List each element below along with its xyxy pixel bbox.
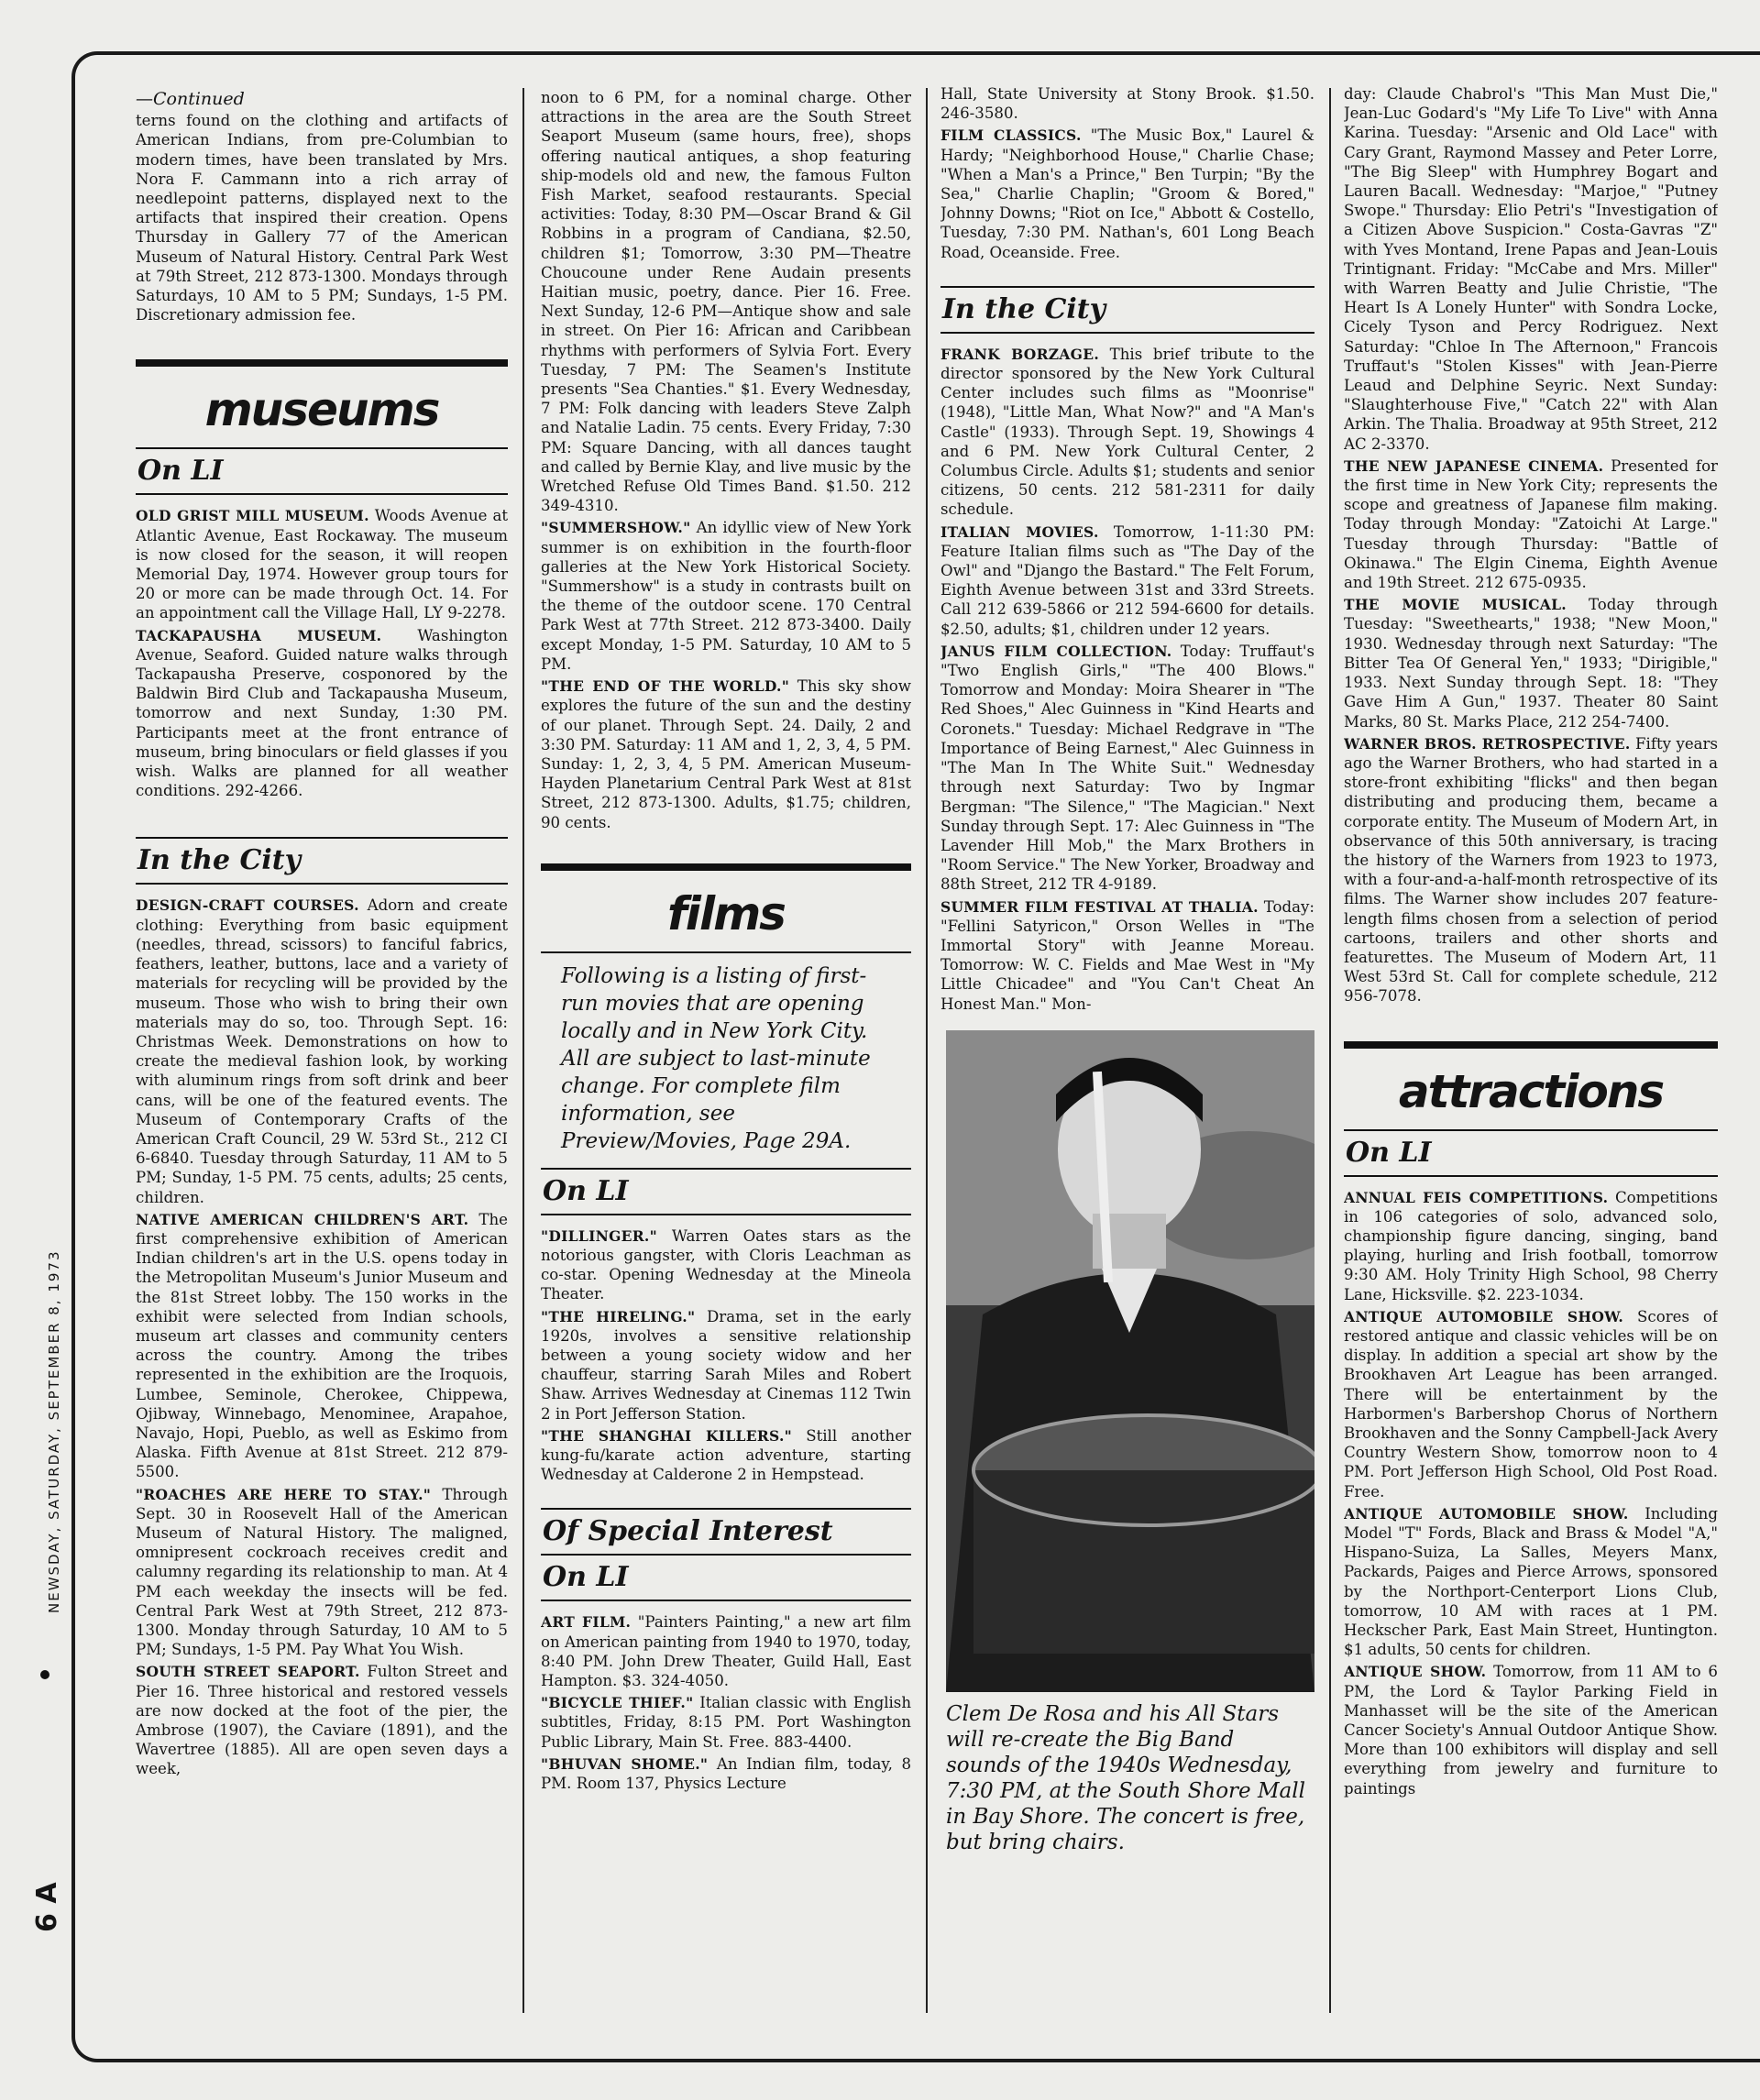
column-rule-3 <box>1329 88 1331 2013</box>
list-item: ANTIQUE SHOW. Tomorrow, from 11 AM to 6 PM, the Lord & Taylor Parking Field in Manhasset will be the site of the American Cancer Society's Annual Outdoor Antique Show. More than 100 exhibitors will display and sell everything from jewelry and furniture to paintings <box>1344 1663 1718 1798</box>
column-1 <box>136 84 508 2037</box>
list-item: "SUMMERSHOW." An idyllic view of New York summer is on exhibition in the fourth-floor galleries at the New York Historical Society. "Summershow" is a study in contrasts built on the theme of the outdoor scene. 170 Central Park West at 77th Street. 212 873-3400. Daily except Monday, 1-5 PM. Saturday, 10 AM to 5 PM. <box>541 519 911 673</box>
list-item: DESIGN-CRAFT COURSES. Adorn and create clothing: Everything from basic equipment (needles, thread, scissors) to fanciful fabrics, feathers, leather, buttons, lace and a variety of materials for recycling will be provided by the museum. Those who wish to bring their own materials may do so, too. Through Sept. 16: Christmas Week. Demonstrations on how to create the medieval fashion look, by working with aluminum rings from soft drink and beer cans, will be one of the featured events. The Museum of Contemporary Crafts of the American Craft Council, 29 W. 53rd St., 212 CI 6-6840. Tuesday through Saturday, 11 AM to 5 PM; Sunday, 1-5 PM. 75 cents, adults; 25 cents, children. <box>136 896 508 1206</box>
list-item: "BICYCLE THIEF." Italian classic with English subtitles, Friday, 8:15 PM. Port Washington Public Library, Main St. Free. 883-4400. <box>541 1694 911 1751</box>
column-2 <box>541 88 911 2040</box>
column-4 <box>1344 84 1718 2037</box>
list-item: ANNUAL FEIS COMPETITIONS. Competitions in 106 categories of solo, advanced solo, championship figure dancing, singing, band playing, hurling and Irish football, tomorrow 9:30 AM. Holy Trinity High School, 98 Cherry Lane, Hicksville. $2. 223-1034. <box>1344 1188 1718 1303</box>
museums-section-logo: museums <box>204 383 439 437</box>
list-item: "THE END OF THE WORLD." This sky show explores the future of the sun and the destiny of our planet. Through Sept. 24. Daily, 2 and 3:30 PM. Saturday: 11 AM and 1, 2, 3, 4, 5 PM. Sunday: 1, 2, 3, 4, 5 PM. American Museum-Hayden Planetarium Central Park West at 81st Street, 212 873-1300. Adults, $1.75; children, 90 cents. <box>541 677 911 831</box>
subhead-in-the-city: In the City <box>940 286 1314 334</box>
list-item: FRANK BORZAGE. This brief tribute to the director sponsored by the New York Cultural Center includes such films as "Moonrise" (1948), "Little Man, What Now?" and "A Man's Castle" (1933). Through Sept. 19, Showings 4 and 6 PM. New York Cultural Center, 2 Columbus Circle. Adults $1; students and senior citizens, 50 cents. 212 581-2311 for daily schedule. <box>940 345 1314 519</box>
section-bar <box>1344 1041 1718 1049</box>
list-item: NATIVE AMERICAN CHILDREN'S ART. The first comprehensive exhibition of American Indian children's art in the U.S. opens today in the Metropolitan Museum's Junior Museum and the 81st Street lobby. The 150 works in the exhibit were selected from Indian schools, museum art classes and community centers across the country. Among the tribes represented in the exhibition are the Iroquois, Lumbee, Seminole, Cherokee, Chippewa, Ojibway, Winnebago, Menominee, Arapahoe, Navajo, Hopi, Pueblo, as well as Eskimo from Alaska. Fifth Avenue at 81st Street. 212 879-5500. <box>136 1210 508 1481</box>
page-number: 6 A <box>31 1882 63 1932</box>
section-bar <box>541 863 911 871</box>
drummer-illustration <box>946 1030 1314 1692</box>
museums-city-list <box>136 896 508 1778</box>
drummer-photo <box>946 1030 1314 1692</box>
list-item: ART FILM. "Painters Painting," a new art film on American painting from 1940 to 1970, today, 8:40 PM. John Drew Theater, Guild Hall, East Hampton. $3. 324-4050. <box>541 1613 911 1689</box>
subhead-of-special-interest: Of Special Interest <box>541 1508 911 1556</box>
list-item: OLD GRIST MILL MUSEUM. Woods Avenue at Atlantic Avenue, East Rockaway. The museum is now closed for the season, it will reopen Memorial Day, 1974. However group tours for 20 or more can be made through Oct. 14. For an appointment call the Village Hall, LY 9-2278. <box>136 507 508 622</box>
list-item: THE NEW JAPANESE CINEMA. Presented for the first time in New York City; represents the scope and greatness of Japanese film making. Today through Monday: "Zatoichi At Large." Tuesday through Thursday: "Battle of Okinawa." The Elgin Cinema, Eighth Avenue and 19th Street. 212 675-0935. <box>1344 456 1718 592</box>
list-item: THE MOVIE MUSICAL. Today through Tuesday: "Sweethearts," 1938; "New Moon," 1930. Wednesday through next Saturday: "The Bitter Tea Of General Yen," 1933; "Dirigible," 1933. Next Sunday through Sept. 18: "They Gave Him A Gun," 1937. Theater 80 Saint Marks, 80 St. Marks Place, 212 254-7400. <box>1344 596 1718 731</box>
subhead-on-li-2: On LI <box>541 1556 911 1601</box>
column-rule-1 <box>522 88 524 2013</box>
list-item: ANTIQUE AUTOMOBILE SHOW. Scores of restored antique and classic vehicles will be on display. In addition a special art show by the Brookhaven Art League has been arranged. There will be entertainment by the Harbormen's Barbershop Chorus of Northern Brookhaven and the Sonny Campbell-Jack Avery Country Western Show, tomorrow noon to 4 PM. Port Jefferson High School, Old Post Road. Free. <box>1344 1307 1718 1501</box>
continued-text: day: Claude Chabrol's "This Man Must Die," Jean-Luc Godard's "My Life To Live" with Anna Karina. Tuesday: "Arsenic and Old Lace" with Cary Grant, Raymond Massey and Peter Lorre, "The Big Sleep" with Humphrey Bogart and Lauren Bacall. Wednesday: "Marjoe," "Putney Swope." Thursday: Elio Petri's "Investigation of a Citizen Above Suspicion." Costa-Gavras "Z" with Yves Montand, Irene Papas and Jean-Louis Trintignant. Friday: "McCabe and Mrs. Miller" with Warren Beatty and Julie Christie, "The Heart Is A Lonely Hunter" with Sondra Locke, Cicely Tyson and Percy Rodriguez. Next Saturday: "Chloe In The Afternoon," Francois Truffaut's "Stolen Kisses" with Jean-Pierre Leaud and Delphine Seyric. Next Sunday: "Slaughterhouse Five," "Catch 22" with Alan Arkin. The Thalia. Broadway at 95th Street, 212 AC 2-3370. <box>1344 85 1718 453</box>
continued-text: Hall, State University at Stony Brook. $1.50. 246-3580. <box>940 85 1314 123</box>
column-3 <box>940 84 1314 2037</box>
list-item: JANUS FILM COLLECTION. Today: Truffaut's "Two English Girls," "The 400 Blows." Tomorrow and Monday: Moira Shearer in "The Red Shoes," Alec Guinness in "Kind Hearts and Coronets." Tuesday: Michael Redgrave in "The Importance of Being Earnest," Alec Guinness in "The Man In The White Suit." Wednesday through next Saturday: Two by Ingmar Bergman: "The Silence," "The Magician." Next Sunday through Sept. 17: Alec Guinness in "The Lavender Hill Mob," the Marx Brothers in "Room Service." The New Yorker, Broadway and 88th Street, 212 TR 4-9189. <box>940 642 1314 894</box>
list-item: FILM CLASSICS. "The Music Box," Laurel & Hardy; "Neighborhood House," Charlie Chase; "When a Man's a Prince," Ben Turpin; "By the Sea," Charlie Chaplin; "Groom & Bored," Johnny Downs; "Riot on Ice," Abbott & Costello, Tuesday, 7:30 PM. Nathan's, 601 Long Beach Road, Oceanside. Free. <box>940 126 1314 261</box>
section-bar <box>136 359 508 367</box>
list-item: "BHUVAN SHOME." An Indian film, today, 8 PM. Room 137, Physics Lecture <box>541 1754 911 1792</box>
spine-dateline: NEWSDAY, SATURDAY, SEPTEMBER 8, 1973 <box>46 1249 62 1613</box>
photo-caption: Clem De Rosa and his All Stars will re-create the Big Band sounds of the 1940s Wednesday, 7:30 PM, at the South Shore Mall in Bay Shore. The concert is free, but bring chairs. <box>946 1701 1305 1854</box>
list-item: WARNER BROS. RETROSPECTIVE. Fifty years ago the Warner Brothers, who had started in a store-front exhibiting "flicks" and then began distributing and producing them, became a corporate entity. The Museum of Modern Art, in observance of this 50th anniversary, is tracing the history of the Warners from 1923 to 1973, with a four-and-a-half-month retrospective of its films. The Warner show includes 207 feature-length films chosen from a selection of period cartoons, trailers and other shorts and featurettes. The Museum of Modern Art, 11 West 53rd St. Call for complete schedule, 212 956-7078. <box>1344 734 1718 1006</box>
continued-text: noon to 6 PM, for a nominal charge. Other attractions in the area are the South Street Seaport Museum (same hours, free), shops offering nautical antiques, a shop featuring ship-models old and new, the famous Fulton Fish Market, seafood restaurants. Special activities: Today, 8:30 PM—Oscar Brand & Gil Robbins in a program of Candiana, $2.50, children $1; Tomorrow, 3:30 PM—Theatre Choucoune under Rene Audain presents Haitian music, poetry, dance. Pier 16. Free. Next Sunday, 12-6 PM—Antique show and sale in street. On Pier 16: African and Caribbean rhythms with performers of Sylvia Fort. Every Tuesday, 7 PM: The Seamen's Institute presents "Sea Chanties." $1. Every Wednesday, 7 PM: Folk dancing with leaders Steve Zalph and Natalie Ladin. 75 cents. Every Friday, 7:30 PM: Square Dancing, with all dances taught and called by Bernie Klay, and live music by the Wretched Refuse Old Times Band. $1.50. 212 349-4310. <box>541 89 911 515</box>
list-item: "ROACHES ARE HERE TO STAY." Through Sept. 30 in Roosevelt Hall of the American Museum of Natural History. The maligned, omnipresent cockroach receives credit and calumny regarding its relationship to man. At 4 PM each weekday the insects will be fed. Central Park West at 79th Street, 212 873-1300. Monday through Saturday, 10 AM to 5 PM; Sundays, 1-5 PM. Pay What You Wish. <box>136 1485 508 1659</box>
list-item: SUMMER FILM FESTIVAL AT THALIA. Today: "Fellini Satyricon," Orson Welles in "The Immortal Story" with Jeanne Moreau. Tomorrow: W. C. Fields and Mae West in "My Little Chicadee" and "You Can't Cheat An Honest Man." Mon- <box>940 897 1314 1013</box>
subhead-on-li: On LI <box>541 1168 911 1215</box>
continued-label: —Continued <box>136 89 245 109</box>
films-intro: Following is a listing of first-run movies that are opening locally and in New York City. All are subject to last-minute change. For complete film information, see Preview/Movies, Page 29A. <box>561 963 871 1153</box>
films-section-logo: films <box>667 886 785 940</box>
list-item: ITALIAN MOVIES. Tomorrow, 1-11:30 PM: Feature Italian films such as "The Day of the Owl" and "Django the Bastard." The Felt Forum, Eighth Avenue between 31st and 33rd Streets. Call 212 639-5866 or 212 594-6600 for details. $2.50, adults; $1, children under 12 years. <box>940 522 1314 638</box>
list-item: "THE SHANGHAI KILLERS." Still another kung-fu/karate action adventure, starting Wednesday at Calderone 2 in Hempstead. <box>541 1426 911 1484</box>
subhead-on-li: On LI <box>1344 1129 1718 1177</box>
continued-text: terns found on the clothing and artifacts of American Indians, from pre-Columbian to modern times, have been translated by Mrs. Nora F. Cammann into a rich array of needlepoint patterns, displayed next to the artifacts that inspired their creation. Opens Thursday in Gallery 77 of the American Museum of Natural History. Central Park West at 79th Street, 212 873-1300. Mondays through Saturdays, 10 AM to 5 PM; Sundays, 1-5 PM. Discretionary admission fee. <box>136 112 508 324</box>
museums-li-list <box>136 506 508 800</box>
column-rule-2 <box>926 88 928 2013</box>
list-item: "DILLINGER." Warren Oates stars as the notorious gangster, with Cloris Leachman as co-star. Opening Wednesday at the Mineola Theater. <box>541 1226 911 1303</box>
list-item: "THE HIRELING." Drama, set in the early 1920s, involves a sensitive relationship between a young society widow and her chauffeur, starring Sarah Miles and Robert Shaw. Arrives Wednesday at Cinemas 112 Twin 2 in Port Jefferson Station. <box>541 1307 911 1423</box>
subhead-rule <box>136 493 508 495</box>
subhead-on-li: On LI <box>136 447 508 493</box>
list-item: TACKAPAUSHA MUSEUM. Washington Avenue, Seaford. Guided nature walks through Tackapausha Preserve, cosponored by the Baldwin Bird Club and Tackapausha Museum, tomorrow and next Sunday, 1:30 PM. Participants meet at the front entrance of museum, bring binoculars or field glasses if you wish. Walks are planned for all weather conditions. 292-4266. <box>136 626 508 800</box>
list-item: SOUTH STREET SEAPORT. Fulton Street and Pier 16. Three historical and restored vessels are now docked at the foot of the pier, the Ambrose (1907), the Caviare (1891), and the Wavertree (1885). All are open seven days a week, <box>136 1663 508 1778</box>
subhead-in-the-city: In the City <box>136 837 508 885</box>
list-item: ANTIQUE AUTOMOBILE SHOW. Including Model "T" Fords, Black and Brass & Model "A," Hispano-Suiza, La Salles, Meyers Manx, Packards, Paiges and Pierce Arrows, sponsored by the Northport-Centerport Lions Club, tomorrow, 10 AM with races at 1 PM. Heckscher Park, East Main Street, Huntington. $1 adults, 50 cents for children. <box>1344 1504 1718 1659</box>
attractions-section-logo: attractions <box>1398 1064 1664 1118</box>
spine-bullet <box>40 1670 50 1679</box>
